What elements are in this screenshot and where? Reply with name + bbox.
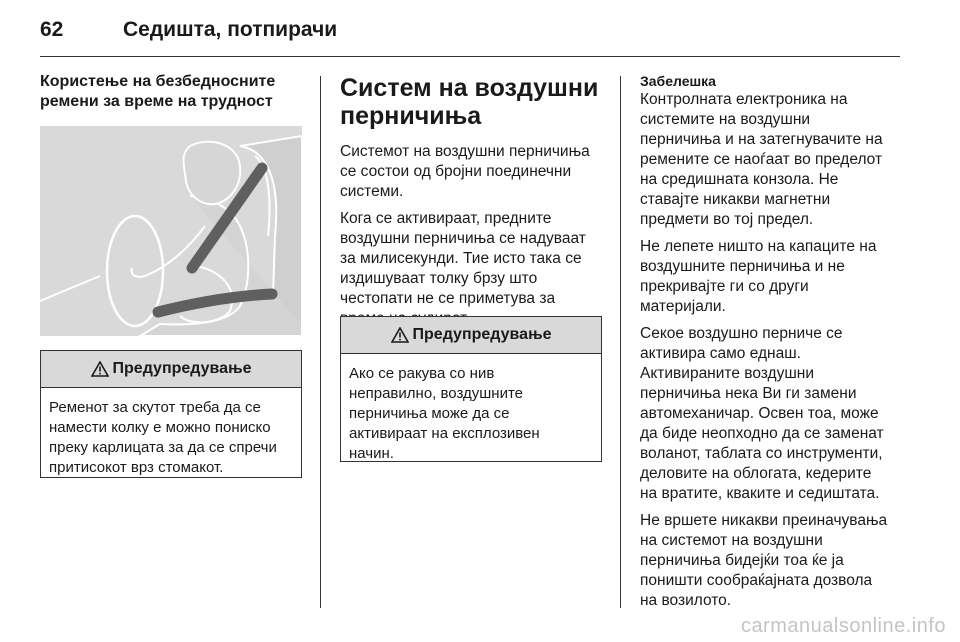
text-line: Системот на воздушни перничиња — [340, 143, 590, 160]
paragraph — [640, 237, 902, 317]
text-line: поништи сообраќајната дозвола — [640, 572, 873, 589]
page-title: Седишта, потпирачи — [123, 18, 338, 41]
page-number: 62 — [40, 18, 64, 41]
paragraph — [640, 511, 902, 611]
warning-text — [41, 388, 301, 486]
text-line: прекривајте ги со други — [640, 278, 809, 295]
text-line: перничиња бидејќи тоа ќе ја — [640, 552, 844, 569]
warning-line: преку карлицата за да се спречи — [49, 439, 277, 456]
warning-triangle-icon — [391, 327, 409, 343]
text-line: да биде неопходно да се заменат — [640, 425, 884, 442]
text-line: Секое воздушно перниче се — [640, 325, 843, 342]
illustration-svg — [40, 126, 302, 336]
page-header — [40, 12, 900, 57]
title-line: перничиња — [340, 102, 482, 130]
text-line: честопати не се приметува за — [340, 290, 556, 307]
column-divider — [320, 76, 321, 608]
section-title — [340, 74, 602, 130]
section-subheading — [40, 72, 302, 112]
warning-box — [40, 350, 302, 478]
text-line: ремените се наоѓаат во пределот — [640, 151, 883, 168]
warning-line: Ременот за скутот треба да се — [49, 399, 261, 416]
text-line: Кога се активираат, предните — [340, 210, 552, 227]
text-line: Контролната електроника на — [640, 91, 848, 108]
text-line: активира само еднаш. — [640, 345, 801, 362]
watermark: carmanualsonline.info — [740, 615, 946, 637]
paragraph — [640, 324, 902, 504]
text-line: ставајте никакви магнетни — [640, 191, 831, 208]
column-right — [640, 72, 902, 618]
text-line: воздушни перничиња се надуваат — [340, 230, 586, 247]
text-line: за милисекунди. Тие исто така се — [340, 250, 582, 267]
text-line: системи. — [340, 183, 404, 200]
text-line: се состои од бројни поединечни — [340, 163, 572, 180]
column-middle — [340, 74, 602, 336]
warning-title: Предупредување — [412, 326, 552, 343]
text-line: материјали. — [640, 298, 726, 315]
warning-line: начин. — [349, 445, 394, 462]
warning-text — [341, 354, 601, 472]
warning-line: намести колку е можно пониско — [49, 419, 271, 436]
paragraph — [640, 90, 902, 230]
column-left — [40, 72, 302, 112]
text-line: на вратите, кваките и седиштата. — [640, 485, 880, 502]
text-line: Не вршете никакви преиначувања — [640, 512, 888, 529]
text-line: на средишната конзола. Не — [640, 171, 839, 188]
text-line: перничиња нека Ви ги замени — [640, 385, 857, 402]
warning-line: притисокот врз стомакот. — [49, 459, 224, 476]
text-line: автомеханичар. Освен тоа, може — [640, 405, 879, 422]
paragraph — [340, 142, 602, 202]
text-line: Активираните воздушни — [640, 365, 814, 382]
note-label: Забелешка — [640, 73, 716, 89]
column-divider — [620, 76, 621, 608]
warning-header — [41, 351, 301, 388]
text-line: Не лепете ништо на капаците на — [640, 238, 877, 255]
text-line: издишуваат толку брзу што — [340, 270, 538, 287]
warning-line: перничиња може да се — [349, 405, 510, 422]
text-line: предмети во тој предел. — [640, 211, 814, 228]
warning-line: активираат на експлозивен — [349, 425, 540, 442]
paragraph — [340, 209, 602, 329]
text-line: воздушните перничиња и не — [640, 258, 845, 275]
text-line: воланот, таблата со инструменти, — [640, 445, 883, 462]
warning-header — [341, 317, 601, 354]
text-line: на системот на воздушни — [640, 532, 823, 549]
text-line: деловите на облогата, кедерите — [640, 465, 872, 482]
warning-line: Ако се ракува со нив — [349, 365, 495, 382]
text-line: перничиња и на затегнувачите на — [640, 131, 883, 148]
title-line: Систем на воздушни — [340, 74, 599, 102]
text-line: системите на воздушни — [640, 111, 811, 128]
warning-box — [340, 316, 602, 462]
subheading-line: Користење на безбедносните — [40, 73, 276, 90]
subheading-line: ремени за време на трудност — [40, 93, 273, 110]
warning-title: Предупредување — [112, 360, 252, 377]
text-line: на возилото. — [640, 592, 732, 609]
warning-line: неправилно, воздушните — [349, 385, 524, 402]
warning-triangle-icon — [91, 361, 109, 377]
pregnant-woman-seatbelt-illustration — [40, 126, 302, 336]
